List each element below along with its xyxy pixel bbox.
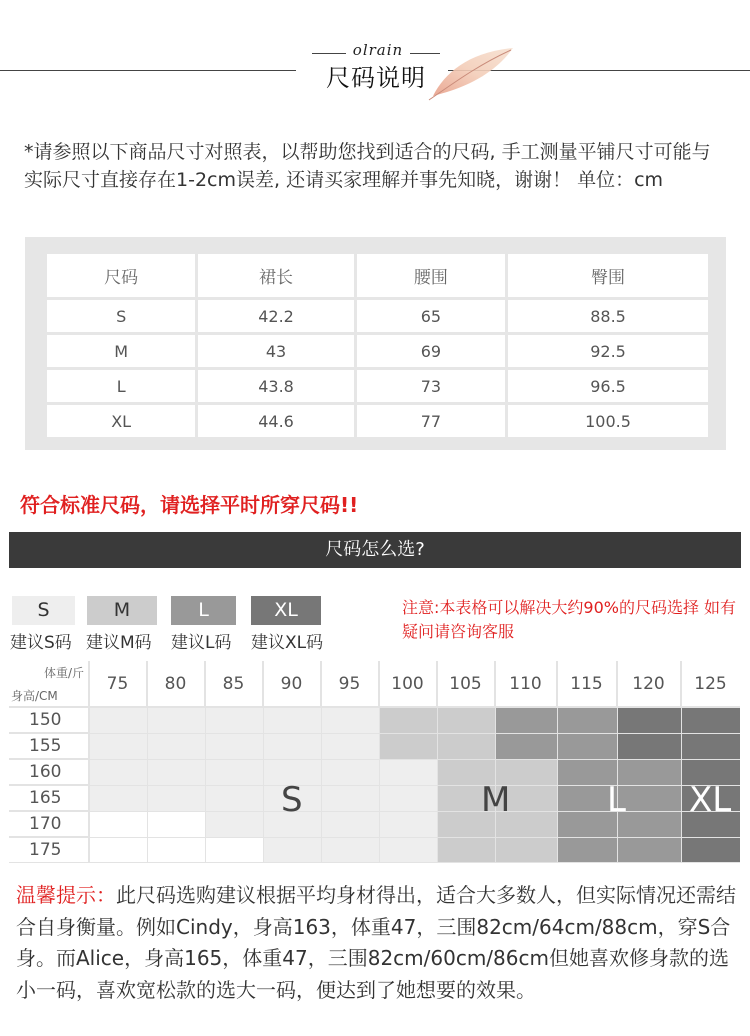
weight-header: 120 <box>617 661 681 707</box>
table-cell: M <box>47 335 195 367</box>
weight-axis-label: 体重/斤 <box>43 666 84 680</box>
grid-line <box>9 707 740 708</box>
legend-label-s: 建议S码 <box>10 633 72 653</box>
grid-line <box>9 733 740 734</box>
size-table-panel <box>25 237 726 450</box>
notice-text: 注意:本表格可以解决大约90%的尺码选择 如有疑问请咨询客服 <box>402 598 737 641</box>
section-band-title: 尺码怎么选? <box>9 532 741 568</box>
table-cell: 73 <box>357 370 505 402</box>
page-title: 尺码说明 <box>326 64 426 92</box>
standard-size-headline: 符合标准尺码，请选择平时所穿尺码!! <box>20 493 359 517</box>
table-cell: L <box>47 370 195 402</box>
table-row <box>47 370 708 402</box>
zone-label-l: L <box>607 780 626 820</box>
weight-header: 85 <box>205 661 263 707</box>
legend-label-xl: 建议XL码 <box>251 633 324 653</box>
grid-line <box>9 759 740 760</box>
warm-tip-text: 此尺码选购建议根据平均身材得出，适合大多数人，但实际情况还需结合自身衡量。例如Cindy，身高163，体重47，三围82cm/64cm/88cm，穿S合身。而Alice，身高165，体重47，三围82cm/60cm/86cm但她喜欢修身款的选小一码，喜欢宽松款的选大一码，便达到了她想要的效果。 <box>16 883 736 1002</box>
feather-icon <box>425 42 520 102</box>
legend-label-l: 建议L码 <box>171 633 232 653</box>
size-intro-note: *请参照以下商品尺寸对照表，以帮助您找到适合的尺码, 手工测量平铺尺寸可能与实际尺寸直接存在1-2cm误差, 还请买家理解并事先知晓，谢谢！ 单位：cm <box>24 141 711 191</box>
table-cell: 92.5 <box>508 335 708 367</box>
grid-line <box>9 785 740 786</box>
legend-label-m: 建议M码 <box>86 633 152 653</box>
table-header-row <box>47 254 708 297</box>
table-cell: 96.5 <box>508 370 708 402</box>
table-header-cell: 臀围 <box>508 254 708 297</box>
warm-tip <box>16 880 736 1006</box>
warm-tip-label: 温馨提示： <box>16 883 116 907</box>
grid-corner <box>9 661 89 707</box>
weight-header: 75 <box>89 661 147 707</box>
table-cell: 43.8 <box>198 370 353 402</box>
weight-header: 110 <box>495 661 557 707</box>
table-cell: 100.5 <box>508 405 708 437</box>
weight-header: 90 <box>263 661 321 707</box>
header-rule-left <box>0 70 296 71</box>
legend-swatch-m: M <box>87 596 157 625</box>
size-recommendation-grid <box>9 661 740 863</box>
table-cell: 77 <box>357 405 505 437</box>
weight-header: 100 <box>379 661 437 707</box>
table-cell: 44.6 <box>198 405 353 437</box>
table-header-cell: 腰围 <box>357 254 505 297</box>
table-row <box>47 300 708 332</box>
table-cell: S <box>47 300 195 332</box>
table-cell: 65 <box>357 300 505 332</box>
legend-swatch-l: L <box>171 596 236 625</box>
table-cell: 42.2 <box>198 300 353 332</box>
table-cell: 88.5 <box>508 300 708 332</box>
table-cell: 69 <box>357 335 505 367</box>
weight-header: 125 <box>681 661 740 707</box>
weight-header: 115 <box>557 661 617 707</box>
zone-label-m: M <box>481 780 511 820</box>
height-label: 160 <box>9 759 89 785</box>
brand-logo: olrain <box>352 41 404 59</box>
table-header-cell: 尺码 <box>47 254 195 297</box>
height-label: 155 <box>9 733 89 759</box>
height-label: 150 <box>9 707 89 733</box>
legend-swatch-s: S <box>12 596 75 625</box>
table-row <box>47 335 708 367</box>
weight-header: 80 <box>147 661 205 707</box>
height-label: 175 <box>9 837 89 863</box>
height-label: 165 <box>9 785 89 811</box>
table-cell: XL <box>47 405 195 437</box>
weight-header: 95 <box>321 661 379 707</box>
grid-line <box>9 811 740 812</box>
table-cell: 43 <box>198 335 353 367</box>
grid-line <box>9 837 740 838</box>
zone-label-xl: XL <box>689 780 732 820</box>
table-row <box>47 405 708 437</box>
zone-s <box>263 837 437 863</box>
size-table <box>44 251 711 440</box>
table-header-cell: 裙长 <box>198 254 353 297</box>
grid-line <box>9 862 740 863</box>
height-label: 170 <box>9 811 89 837</box>
zone-label-s: S <box>281 780 303 820</box>
legend-swatch-xl: XL <box>251 596 321 625</box>
height-axis-label: 身高/CM <box>11 689 58 703</box>
weight-header: 105 <box>437 661 495 707</box>
